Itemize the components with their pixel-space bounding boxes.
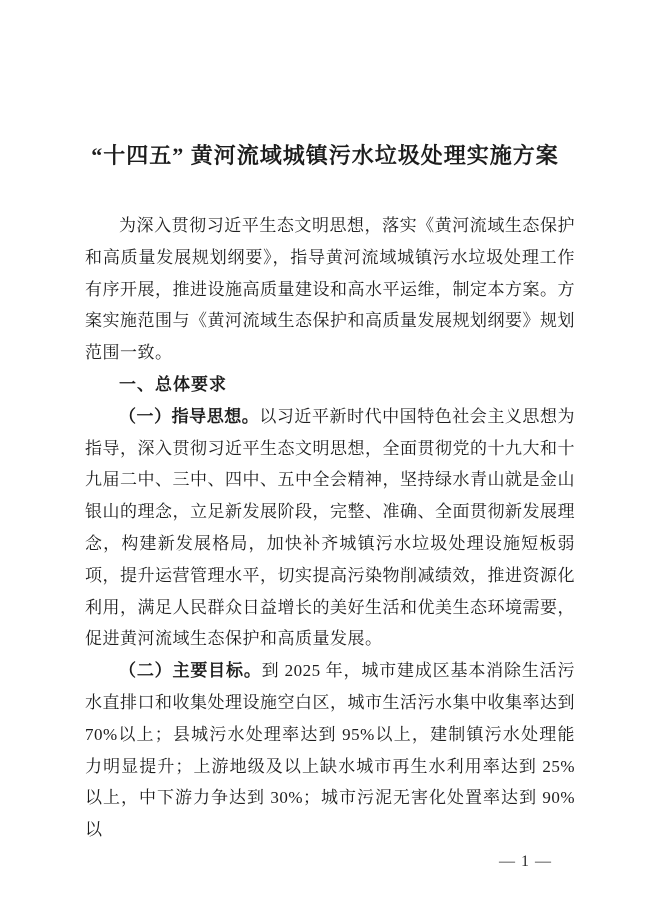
intro-paragraph — [85, 210, 575, 369]
section-heading-overall-requirements: 一、总体要求 — [119, 374, 227, 394]
paragraph-main-goals-text: 到 2025 年，城市建成区基本消除生活污水直排口和收集处理设施空白区，城市生活污水集中收集率达到 70%以上；县城污水处理率达到 95%以上，建制镇污水处理能力明显提升；上游地级及以上缺水城市再生水利用率达到 25%以上，中下游力争达到 30%；城市污泥无害化处置率达到 90%以 — [85, 661, 576, 840]
paragraph-guiding-ideology — [85, 401, 575, 655]
paragraph-main-goals — [85, 655, 575, 846]
paragraph-guiding-ideology-lead: （一）指导思想。 — [119, 406, 260, 426]
intro-paragraph-text: 为深入贯彻习近平生态文明思想，落实《黄河流域生态保护和高质量发展规划纲要》，指导黄河流域城镇污水垃圾处理工作有序开展，推进设施高质量建设和高水平运维，制定本方案。方案实施范围与《黄河流域生态保护和高质量发展规划纲要》规划范围一致。 — [85, 216, 575, 363]
document-title: “十四五” 黄河流域城镇污水垃圾处理实施方案 — [91, 143, 559, 168]
paragraph-main-goals-lead: （二）主要目标。 — [119, 661, 262, 681]
page-number: — 1 — — [499, 852, 552, 870]
paragraph-guiding-ideology-text: 以习近平新时代中国特色社会主义思想为指导，深入贯彻习近平生态文明思想，全面贯彻党的十九大和十九届二中、三中、四中、五中全会精神，坚持绿水青山就是金山银山的理念，立足新发展阶段，完整、准确、全面贯彻新发展理念，构建新发展格局，加快补齐城镇污水垃圾处理设施短板弱项，提升运营管理水平，切实提高污染物削减绩效，推进资源化利用，满足人民群众日益增长的美好生活和优美生态环境需要，促进黄河流域生态保护和高质量发展。 — [85, 406, 576, 649]
document-body — [85, 210, 575, 846]
